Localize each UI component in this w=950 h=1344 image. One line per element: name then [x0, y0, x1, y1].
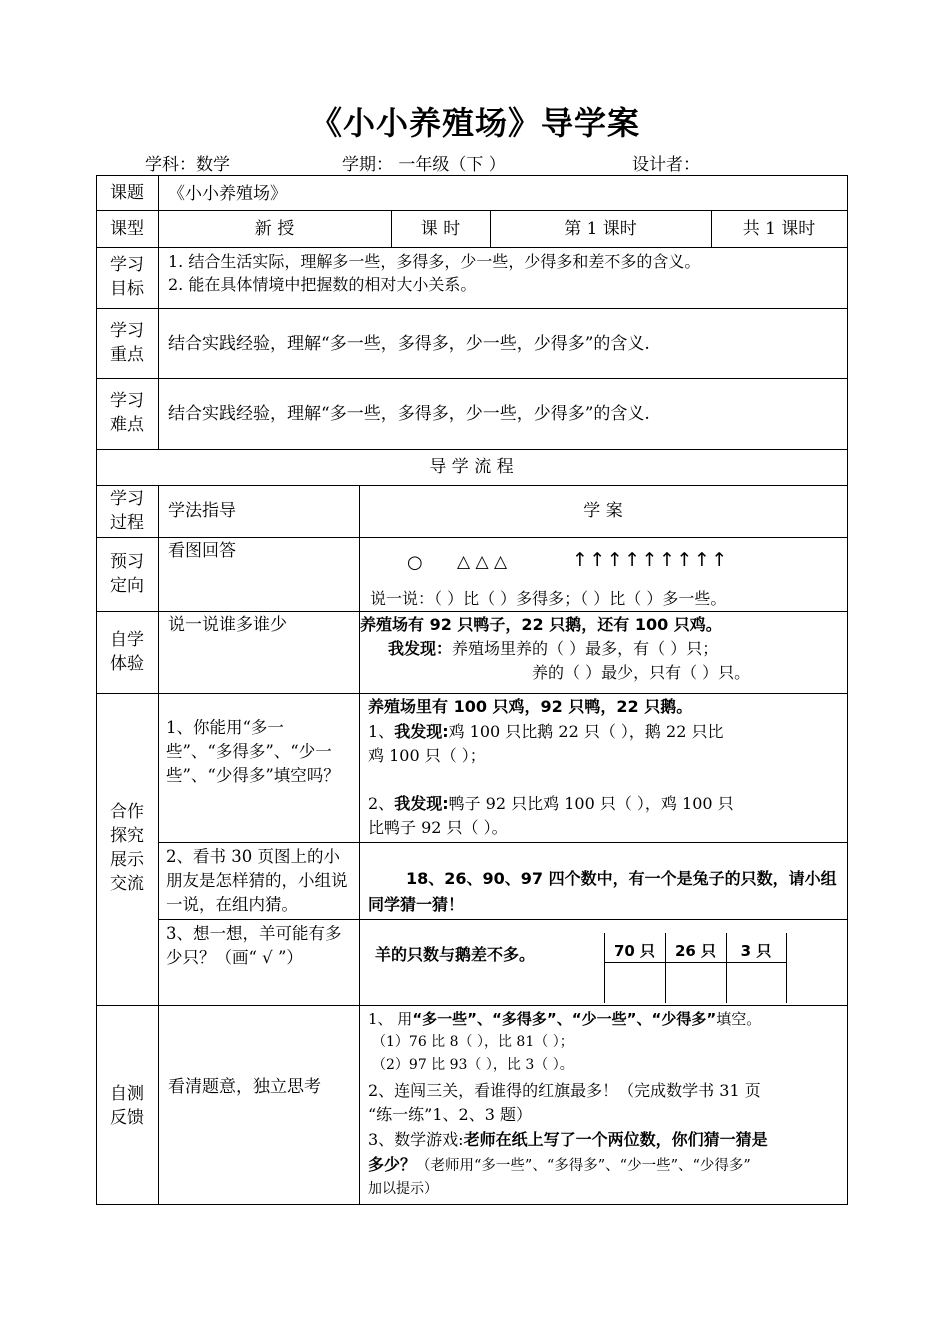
term-label: 学期： 一年级（下 ）: [342, 155, 506, 175]
difficulty-label: 学习 难点: [110, 391, 144, 435]
period-label: 课 时: [420, 219, 461, 239]
feedback-method: 看清题意，独立思考: [168, 1077, 321, 1097]
feedback-line-4: 2、连闯三关，看谁得的红旗最多！（完成数学书 31 页: [368, 1081, 761, 1100]
feedback-line-5: “练一练”1、2、3 题）: [368, 1105, 532, 1124]
feedback-line-7: 多少？（老师用“多一些”、“多得多”、“少一些”、“少得多”: [368, 1155, 751, 1174]
q3-method: 3、想一想，羊可能有多少只？（画“ √ ”）: [166, 924, 342, 967]
preview-label: 预习 定向: [110, 552, 144, 596]
subject-label: 学科：数学: [145, 155, 230, 175]
topic-value: 《小小养殖场》: [168, 184, 287, 204]
type-value: 新 授: [254, 219, 295, 239]
circle-icon: ○: [407, 552, 423, 573]
total-periods-value: 共 1 课时: [742, 219, 816, 239]
triangle-icon: △ △ △: [457, 552, 508, 572]
experience-label: 自学 体验: [110, 630, 144, 674]
period-value: 第 1 课时: [564, 219, 637, 239]
q1-line-3: 2、我发现:鸭子 92 只比鸡 100 只（ ），鸡 100 只: [368, 794, 734, 813]
preview-question: 说一说：（ ）比（ ）多得多；（ ）比（ ）多一些。: [370, 589, 727, 608]
option-26[interactable]: 26 只: [674, 942, 717, 960]
q1-line-4: 比鸭子 92 只（ ）。: [368, 818, 508, 837]
plan-header: 学 案: [583, 501, 623, 521]
designer-label: 设计者：: [632, 155, 700, 175]
q1-line-1: 1、我发现:鸡 100 只比鹅 22 只（ ），鹅 22 只比: [368, 722, 724, 741]
experience-line-2: 我发现：养殖场里养的（ ）最多，有（ ）只；: [388, 639, 719, 658]
key-text: 结合实践经验，理解“多一些，多得多，少一些，少得多”的含义.: [168, 334, 650, 354]
q1-method: 1、你能用“多一些”、“多得多”、“少一些”、“少得多”填空吗？: [166, 718, 340, 785]
q1-line-2: 鸡 100 只（ ）；: [368, 746, 486, 765]
q2-text: 18、26、90、97 四个数中，有一个是兔子的只数，请小组同学猜一猜！: [368, 869, 837, 914]
flow-title: 导 学 流 程: [429, 457, 514, 477]
method-header: 学法指导: [168, 501, 236, 521]
arrow-icon: ↑↑↑↑↑↑↑↑↑: [572, 549, 729, 571]
q3-text: 羊的只数与鹅差不多。: [375, 945, 536, 964]
feedback-line-1: 1、 用“多一些”、“多得多”、“少一些”、“少得多”填空。: [368, 1010, 762, 1028]
q2-method: 2、看书 30 页图上的小朋友是怎样猜的，小组说一说，在组内猜。: [166, 847, 348, 914]
difficulty-text: 结合实践经验，理解“多一些，多得多，少一些，少得多”的含义.: [168, 404, 650, 424]
option-3[interactable]: 3 只: [740, 942, 772, 960]
experience-method: 说一说谁多谁少: [168, 615, 287, 635]
q1-head: 养殖场里有 100 只鸡，92 只鸭，22 只鹅。: [368, 697, 693, 716]
process-label: 学习 过程: [110, 489, 144, 533]
experience-line-1: 养殖场有 92 只鸭子，22 只鹅，还有 100 只鸡。: [360, 615, 722, 634]
topic-label: 课题: [110, 183, 144, 203]
feedback-line-3: （2）97 比 93（ ），比 3（ ）。: [372, 1057, 574, 1073]
goal-line-2: 2. 能在具体情境中把握数的相对大小关系。: [168, 275, 477, 294]
page-title: 《小小养殖场》导学案: [309, 104, 640, 142]
feedback-line-6: 3、数学游戏:老师在纸上写了一个两位数，你们猜一猜是: [368, 1130, 768, 1149]
goal-label: 学习 目标: [110, 255, 144, 299]
experience-line-3: 养的（ ）最少，只有（ ）只。: [532, 663, 751, 682]
feedback-line-2: （1）76 比 8（ ），比 81（ ）；: [372, 1034, 574, 1050]
feedback-line-8: 加以提示）: [368, 1181, 438, 1197]
cooperate-label: 合作 探究 展示 交流: [110, 802, 144, 894]
type-label: 课型: [110, 219, 144, 239]
preview-method: 看图回答: [168, 541, 236, 561]
option-70[interactable]: 70 只: [613, 942, 656, 960]
goal-line-1: 1. 结合生活实际，理解多一些，多得多，少一些，少得多和差不多的含义。: [168, 252, 701, 271]
feedback-label: 自测 反馈: [110, 1084, 144, 1128]
key-label: 学习 重点: [110, 321, 144, 365]
